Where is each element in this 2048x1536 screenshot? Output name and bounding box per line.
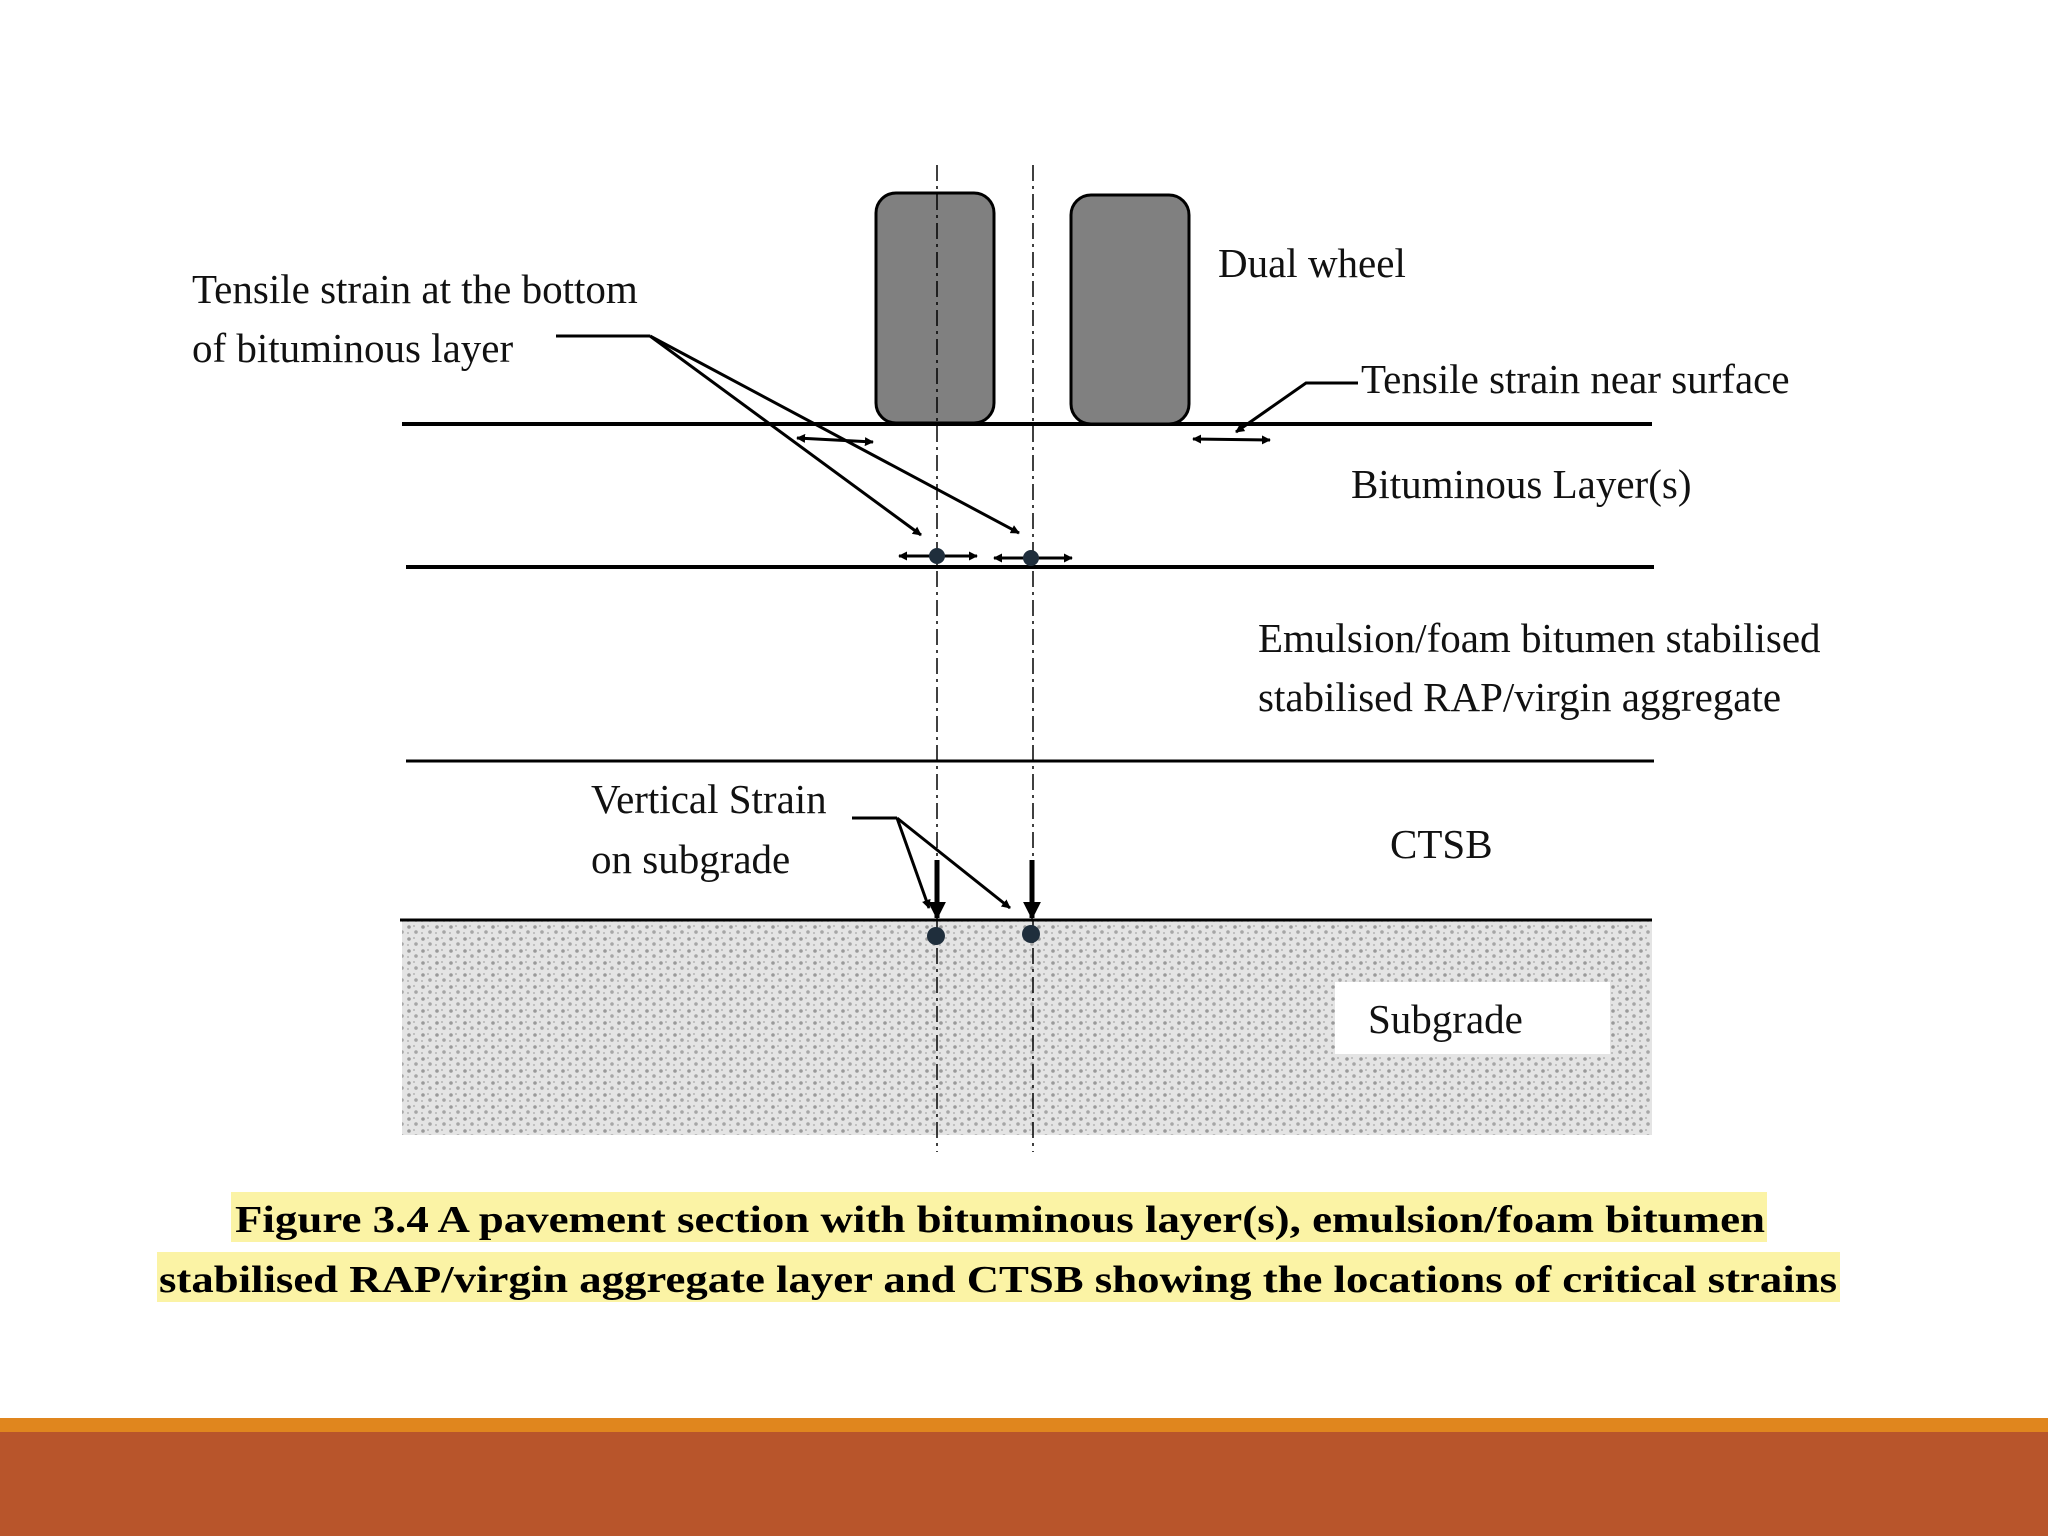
ctsb-layer-label: CTSB (1390, 821, 1493, 867)
vertical-strain-label-line1: Vertical Strain (591, 776, 827, 822)
dual-wheel-label: Dual wheel (1218, 240, 1406, 286)
vertical-strain-label-line2: on subgrade (591, 836, 791, 882)
footer-bar (0, 1432, 2048, 1536)
figure-caption-line1: Figure 3.4 A pavement section with bituminous layer(s), emulsion/foam bitumen (235, 1199, 1765, 1241)
emulsion-layer-label-line2: stabilised RAP/virgin aggregate (1258, 674, 1782, 720)
subgrade-strain-point-left (927, 927, 945, 945)
surface-strain-arrow-left (797, 438, 873, 442)
bituminous-layer-label: Bituminous Layer(s) (1351, 461, 1692, 507)
emulsion-layer-label-line1: Emulsion/foam bitumen stabilised (1258, 615, 1821, 661)
bottom-strain-point-right (1023, 550, 1039, 566)
left-wheel (876, 193, 994, 423)
subgrade-layer-label: Subgrade (1368, 996, 1523, 1042)
tensile-bottom-label-line2: of bituminous layer (192, 325, 514, 371)
bottom-strain-point-left (929, 548, 945, 564)
subgrade-strain-point-right (1022, 925, 1040, 943)
right-wheel (1071, 195, 1189, 424)
figure-caption-line2: stabilised RAP/virgin aggregate layer and CTSB showing the locations of critical strains (159, 1259, 1837, 1301)
surface-strain-arrow-right (1193, 439, 1270, 440)
footer-accent-strip (0, 1418, 2048, 1432)
tensile-surface-label: Tensile strain near surface (1361, 356, 1790, 402)
tensile-bottom-label-line1: Tensile strain at the bottom (192, 266, 638, 312)
